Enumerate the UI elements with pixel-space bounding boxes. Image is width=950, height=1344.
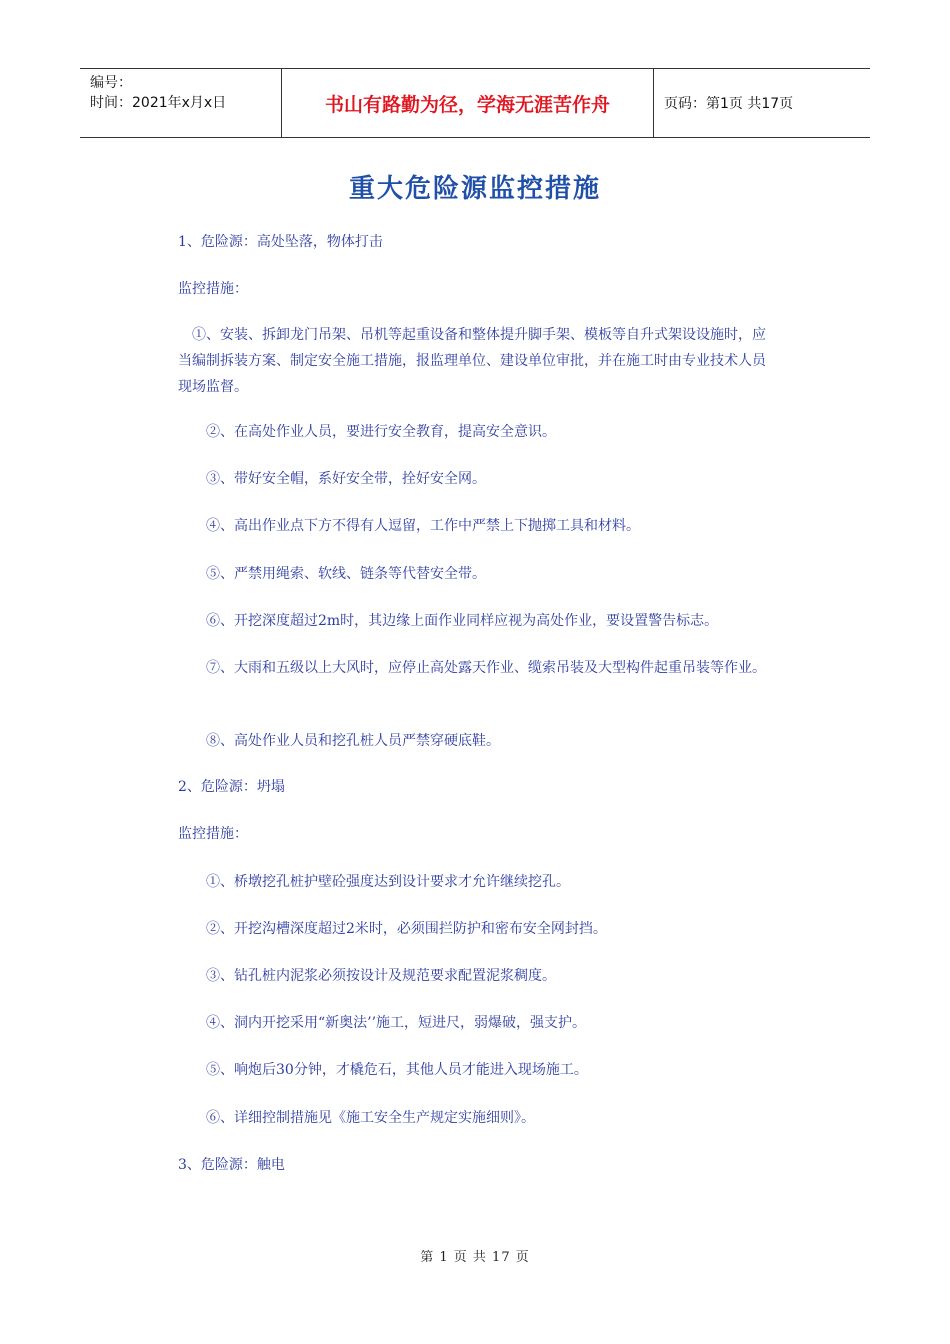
- section-1-item-3: ③、带好安全帽，系好安全带，拴好安全网。: [206, 471, 486, 487]
- section-2-item-6: ⑥、详细控制措施见《施工安全生产规定实施细则》。: [206, 1110, 535, 1126]
- header-motto: 书山有路勤为径，学海无涯苦作舟: [324, 93, 610, 116]
- page-footer: 第 1 页 共 17 页: [420, 1250, 530, 1265]
- document-number-label: 编号：: [90, 75, 132, 91]
- section-2-item-3: ③、钻孔桩内泥浆必须按设计及规范要求配置泥浆稠度。: [206, 968, 556, 984]
- document-time: 时间：2021年x月x日: [90, 95, 227, 111]
- section-2-item-4: ④、洞内开挖采用“新奥法’’施工，短进尺，弱爆破，强支护。: [206, 1015, 587, 1031]
- section-2-item-1: ①、桥墩挖孔桩护壁砼强度达到设计要求才允许继续挖孔。: [206, 874, 570, 890]
- document-title: 重大危险源监控措施: [348, 174, 601, 204]
- section-1-heading: 1、危险源：高处坠落，物体打击: [178, 234, 383, 250]
- section-1-item-4: ④、高出作业点下方不得有人逗留，工作中严禁上下抛掷工具和材料。: [206, 518, 640, 534]
- section-2-measures-label: 监控措施：: [178, 826, 248, 842]
- section-1-item-6: ⑥、开挖深度超过2m时，其边缘上面作业同样应视为高处作业，要设置警告标志。: [206, 613, 719, 629]
- section-3-heading: 3、危险源：触电: [178, 1157, 285, 1173]
- section-1-item-7: ⑦、大雨和五级以上大风时，应停止高处露天作业、缆索吊装及大型构件起重吊装等作业。: [206, 660, 766, 676]
- header-page-info: 页码：第1页 共17页: [664, 96, 794, 112]
- section-2-item-2: ②、开挖沟槽深度超过2米时，必须围拦防护和密布安全网封挡。: [206, 921, 607, 937]
- header-motto-cell: [282, 69, 654, 137]
- section-1-item-5: ⑤、严禁用绳索、软线、链条等代替安全带。: [206, 566, 486, 582]
- section-1-item-8: ⑧、高处作业人员和挖孔桩人员严禁穿硬底鞋。: [206, 733, 500, 749]
- section-1-item-2: ②、在高处作业人员，要进行安全教育，提高安全意识。: [206, 424, 556, 440]
- section-2-item-5: ⑤、响炮后30分钟，才橇危石，其他人员才能进入现场施工。: [206, 1062, 588, 1078]
- section-1-measures-label: 监控措施：: [178, 281, 248, 297]
- header-page-cell: [654, 69, 870, 137]
- header-table: [80, 68, 870, 138]
- section-1-item-1: ①、安装、拆卸龙门吊架、吊机等起重设备和整体提升脚手架、模板等自升式架设设施时，应当编制拆装方案、制定安全施工措施，报监理单位、建设单位审批，并在施工时由专业技术人员现场监督。: [178, 327, 766, 395]
- section-2-heading: 2、危险源：坍塌: [178, 779, 285, 795]
- header-meta-cell: [80, 69, 282, 137]
